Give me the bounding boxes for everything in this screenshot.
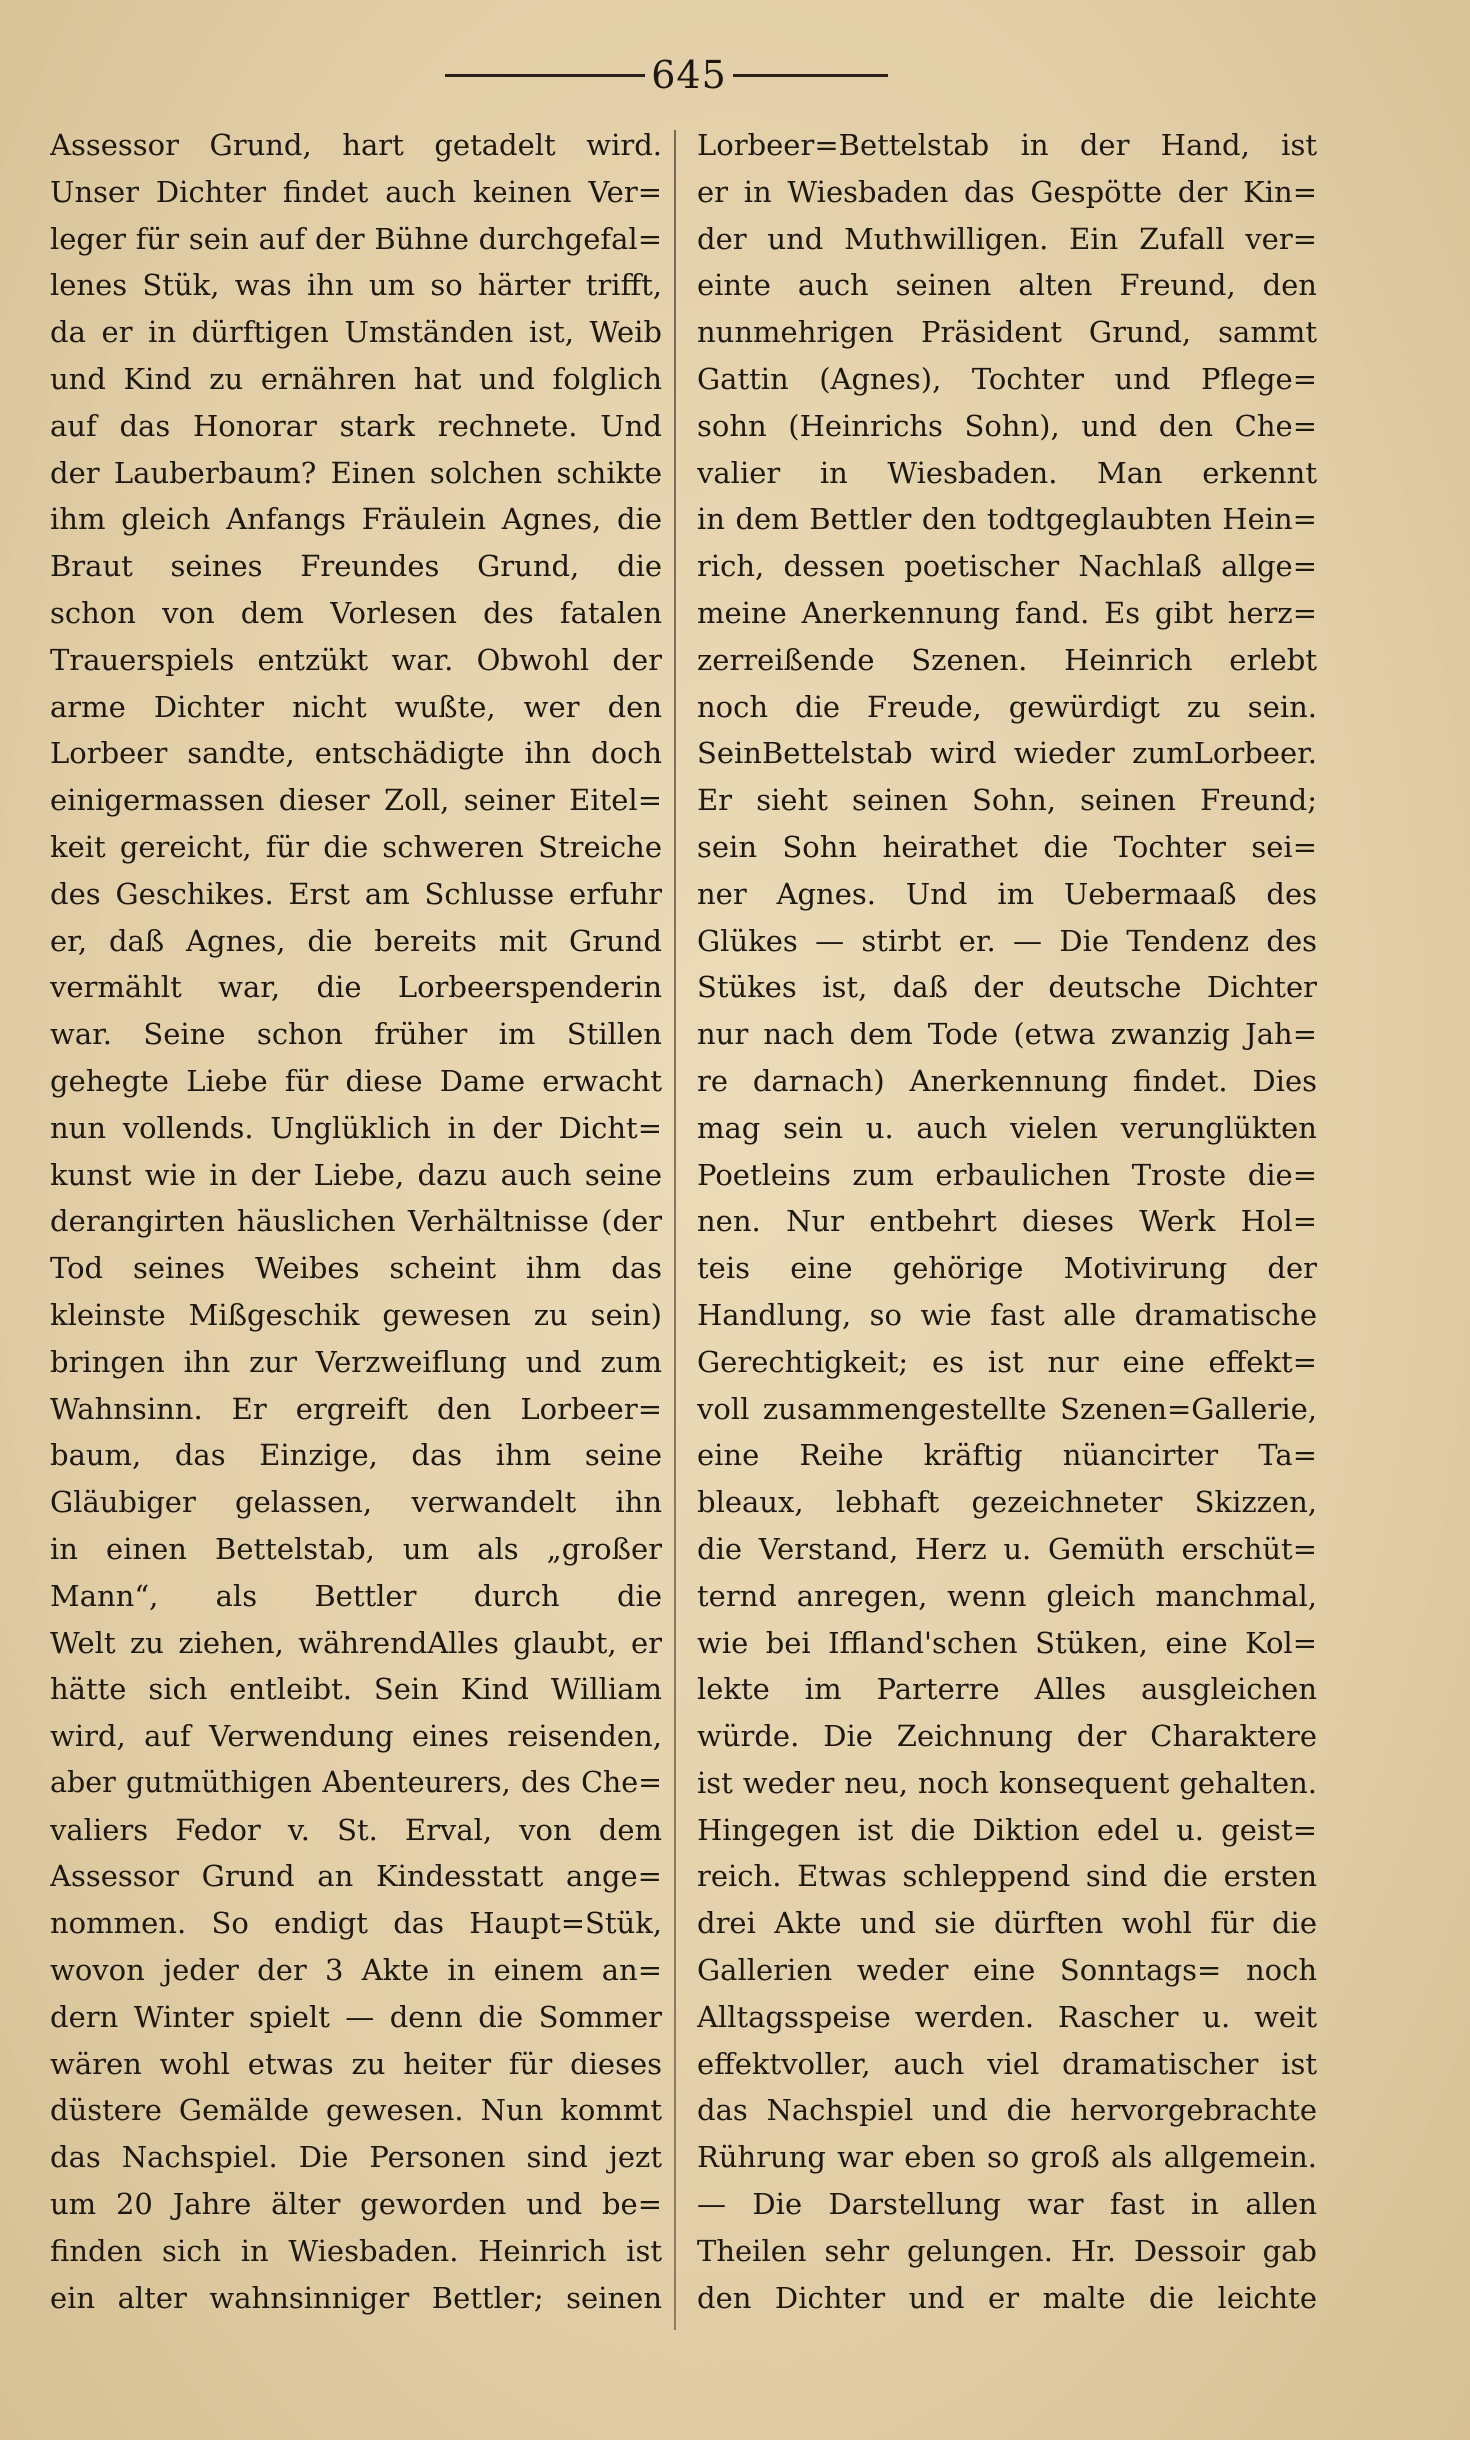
text-line: hätte sich entleibt. Sein Kind William [50, 1672, 662, 1707]
text-line: Gerechtigkeit; es ist nur eine effekt= [697, 1344, 1317, 1379]
text-line: teis eine gehörige Motivirung der [697, 1251, 1317, 1286]
text-line: Handlung, so wie fast alle dramatische [697, 1297, 1317, 1332]
text-line: bleaux, lebhaft gezeichneter Skizzen, [697, 1485, 1317, 1520]
text-line: ein alter wahnsinniger Bettler; seinen [50, 2280, 662, 2315]
text-line: schon von dem Vorlesen des fatalen [50, 595, 662, 630]
page-number: 645 [651, 53, 727, 97]
text-line: er in Wiesbaden das Gespötte der Kin= [697, 174, 1317, 209]
text-line: Trauerspiels entzükt war. Obwohl der [50, 642, 662, 677]
header-rule-right [733, 74, 888, 77]
text-line: Braut seines Freundes Grund, die [50, 549, 662, 584]
text-line: ihm gleich Anfangs Fräulein Agnes, die [50, 502, 662, 537]
text-line: meine Anerkennung fand. Es gibt herz= [697, 595, 1317, 630]
text-line: arme Dichter nicht wußte, wer den [50, 689, 662, 724]
text-line: Theilen sehr gelungen. Hr. Dessoir gab [697, 2233, 1317, 2268]
text-line: um 20 Jahre älter geworden und be= [50, 2187, 662, 2222]
text-line: SeinBettelstab wird wieder zumLorbeer. [697, 736, 1317, 771]
left-column [50, 122, 662, 2321]
text-line: Assessor Grund an Kindesstatt ange= [50, 1859, 662, 1894]
text-line: leger für sein auf der Bühne durchgefal= [50, 221, 662, 256]
text-line: kleinste Mißgeschik gewesen zu sein) [50, 1297, 662, 1332]
text-line: Assessor Grund, hart getadelt wird. [50, 128, 662, 162]
text-line: das Nachspiel. Die Personen sind jezt [50, 2140, 662, 2175]
text-line: einte auch seinen alten Freund, den [697, 268, 1317, 303]
right-column [697, 122, 1317, 2321]
text-line: valiers Fedor v. St. Erval, von dem [50, 1812, 662, 1847]
text-line: eine Reihe kräftig nüancirter Ta= [697, 1438, 1317, 1473]
text-line: gehegte Liebe für diese Dame erwacht [50, 1063, 662, 1098]
text-line: derangirten häuslichen Verhältnisse (der [50, 1204, 662, 1239]
text-line: effektvoller, auch viel dramatischer ist [697, 2046, 1317, 2081]
text-line: sein Sohn heirathet die Tochter sei= [697, 829, 1317, 864]
text-line: rich, dessen poetischer Nachlaß allge= [697, 549, 1317, 584]
text-line: Alltagsspeise werden. Rascher u. weit [697, 1999, 1317, 2034]
text-line: Tod seines Weibes scheint ihm das [50, 1251, 662, 1286]
text-line: in einen Bettelstab, um als „großer [50, 1531, 662, 1566]
text-line: düstere Gemälde gewesen. Nun kommt [50, 2093, 662, 2128]
text-line: nommen. So endigt das Haupt=Stük, [50, 1906, 662, 1941]
text-line: lenes Stük, was ihn um so härter trifft, [50, 268, 662, 303]
text-line: — Die Darstellung war fast in allen [697, 2187, 1317, 2222]
text-line: drei Akte und sie dürften wohl für die [697, 1906, 1317, 1941]
text-line: auf das Honorar stark rechnete. Und [50, 408, 662, 443]
text-line: nur nach dem Tode (etwa zwanzig Jah= [697, 1017, 1317, 1052]
text-line: ner Agnes. Und im Uebermaaß des [697, 876, 1317, 911]
text-line: der und Muthwilligen. Ein Zufall ver= [697, 221, 1317, 256]
text-line: den Dichter und er malte die leichte [697, 2280, 1317, 2315]
text-line: Rührung war eben so groß als allgemein. [697, 2140, 1317, 2175]
text-line: wird, auf Verwendung eines reisenden, [50, 1719, 662, 1754]
text-line: da er in dürftigen Umständen ist, Weib [50, 315, 662, 350]
text-line: er, daß Agnes, die bereits mit Grund [50, 923, 662, 958]
text-line: Glükes — stirbt er. — Die Tendenz des [697, 923, 1317, 958]
text-line: kunst wie in der Liebe, dazu auch seine [50, 1157, 662, 1192]
text-line: Welt zu ziehen, währendAlles glaubt, er [50, 1625, 662, 1660]
text-line: der Lauberbaum? Einen solchen schikte [50, 455, 662, 490]
text-line: ist weder neu, noch konsequent gehalten. [697, 1765, 1317, 1800]
text-line: Poetleins zum erbaulichen Troste die= [697, 1157, 1317, 1192]
text-line: mag sein u. auch vielen verunglükten [697, 1110, 1317, 1145]
text-line: dern Winter spielt — denn die Sommer [50, 1999, 662, 2034]
text-line: nen. Nur entbehrt dieses Werk Hol= [697, 1204, 1317, 1239]
text-line: Lorbeer sandte, entschädigte ihn doch [50, 736, 662, 771]
text-line: wovon jeder der 3 Akte in einem an= [50, 1953, 662, 1988]
text-line: re darnach) Anerkennung findet. Dies [697, 1063, 1317, 1098]
text-line: Stükes ist, daß der deutsche Dichter [697, 970, 1317, 1005]
text-line: wären wohl etwas zu heiter für dieses [50, 2046, 662, 2081]
text-line: voll zusammengestellte Szenen=Gallerie, [697, 1391, 1317, 1426]
text-line: sohn (Heinrichs Sohn), und den Che= [697, 408, 1317, 443]
text-line: nun vollends. Unglüklich in der Dicht= [50, 1110, 662, 1145]
text-line: keit gereicht, für die schweren Streiche [50, 829, 662, 864]
text-line: das Nachspiel und die hervorgebrachte [697, 2093, 1317, 2128]
header-rule-left [445, 74, 645, 77]
column-divider [674, 130, 676, 2330]
text-line: war. Seine schon früher im Stillen [50, 1017, 662, 1052]
text-line: Unser Dichter findet auch keinen Ver= [50, 174, 662, 209]
text-line: aber gutmüthigen Abenteurers, des Che= [50, 1765, 662, 1799]
text-line: Lorbeer=Bettelstab in der Hand, ist [697, 128, 1317, 162]
text-line: würde. Die Zeichnung der Charaktere [697, 1719, 1317, 1754]
text-line: Hingegen ist die Diktion edel u. geist= [697, 1812, 1317, 1847]
text-line: reich. Etwas schleppend sind die ersten [697, 1859, 1317, 1894]
text-line: finden sich in Wiesbaden. Heinrich ist [50, 2233, 662, 2268]
text-line: vermählt war, die Lorbeerspenderin [50, 970, 662, 1005]
text-line: baum, das Einzige, das ihm seine [50, 1438, 662, 1473]
text-line: des Geschikes. Erst am Schlusse erfuhr [50, 876, 662, 911]
text-line: Mann“, als Bettler durch die [50, 1578, 662, 1613]
text-line: in dem Bettler den todtgeglaubten Hein= [697, 502, 1317, 537]
text-line: Wahnsinn. Er ergreift den Lorbeer= [50, 1391, 662, 1426]
text-line: bringen ihn zur Verzweiflung und zum [50, 1344, 662, 1379]
text-line: valier in Wiesbaden. Man erkennt [697, 455, 1317, 490]
text-line: Gallerien weder eine Sonntags= noch [697, 1953, 1317, 1988]
text-line: zerreißende Szenen. Heinrich erlebt [697, 642, 1317, 677]
text-line: einigermassen dieser Zoll, seiner Eitel= [50, 783, 662, 818]
text-line: nunmehrigen Präsident Grund, sammt [697, 315, 1317, 350]
text-line: die Verstand, Herz u. Gemüth erschüt= [697, 1531, 1317, 1566]
text-line: Gläubiger gelassen, verwandelt ihn [50, 1485, 662, 1520]
text-line: Gattin (Agnes), Tochter und Pflege= [697, 361, 1317, 396]
text-line: Er sieht seinen Sohn, seinen Freund; [697, 783, 1317, 818]
page-header [0, 50, 1470, 100]
text-line: und Kind zu ernähren hat und folglich [50, 361, 662, 396]
text-line: wie bei Iffland'schen Stüken, eine Kol= [697, 1625, 1317, 1660]
text-line: ternd anregen, wenn gleich manchmal, [697, 1578, 1317, 1613]
text-line: noch die Freude, gewürdigt zu sein. [697, 689, 1317, 724]
text-line: lekte im Parterre Alles ausgleichen [697, 1672, 1317, 1707]
